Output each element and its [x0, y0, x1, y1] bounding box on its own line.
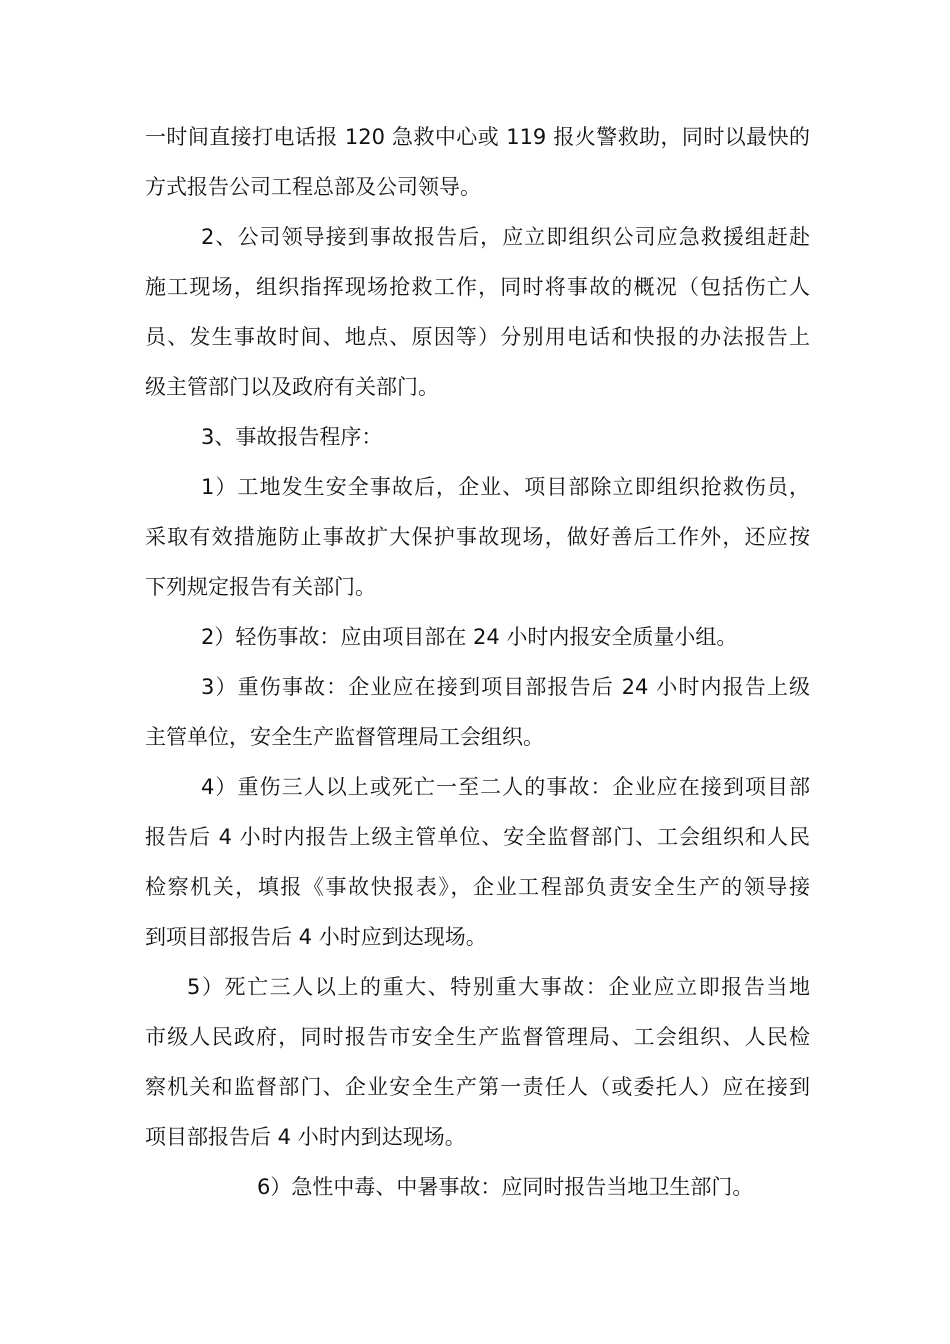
text-line: 2）轻伤事故：应由项目部在 24 小时内报安全质量小组。 [201, 625, 738, 649]
text-line: 报告后 4 小时内报告上级主管单位、安全监督部门、工会组织和人民 [145, 825, 810, 849]
text-line: 检察机关，填报《事故快报表》，企业工程部负责安全生产的领导接 [145, 875, 810, 899]
text-line: 4）重伤三人以上或死亡一至二人的事故：企业应在接到项目部 [201, 775, 810, 799]
text-line: 2、公司领导接到事故报告后，应立即组织公司应急救援组赶赴 [201, 225, 810, 249]
text-line: 一时间直接打电话报 120 急救中心或 119 报火警救助，同时以最快的 [145, 125, 810, 149]
text-line: 项目部报告后 4 小时内到达现场。 [145, 1125, 466, 1149]
text-line: 5）死亡三人以上的重大、特别重大事故：企业应立即报告当地 [187, 975, 810, 999]
text-line: 方式报告公司工程总部及公司领导。 [145, 175, 481, 199]
text-line: 察机关和监督部门、企业安全生产第一责任人（或委托人）应在接到 [145, 1075, 810, 1099]
text-line: 6）急性中毒、中暑事故：应同时报告当地卫生部门。 [257, 1175, 754, 1199]
text-line: 施工现场，组织指挥现场抢救工作，同时将事故的概况（包括伤亡人 [145, 275, 810, 299]
text-line: 级主管部门以及政府有关部门。 [145, 375, 439, 399]
text-line: 主管单位，安全生产监督管理局工会组织。 [145, 725, 544, 749]
text-line: 1）工地发生安全事故后，企业、项目部除立即组织抢救伤员， [201, 475, 810, 499]
text-line: 员、发生事故时间、地点、原因等）分别用电话和快报的办法报告上 [145, 325, 810, 349]
text-line: 采取有效措施防止事故扩大保护事故现场，做好善后工作外，还应按 [145, 525, 810, 549]
text-line: 3、事故报告程序： [201, 425, 383, 449]
text-line: 市级人民政府，同时报告市安全生产监督管理局、工会组织、人民检 [145, 1025, 810, 1049]
text-line: 到项目部报告后 4 小时应到达现场。 [145, 925, 487, 949]
text-line: 3）重伤事故：企业应在接到项目部报告后 24 小时内报告上级 [201, 675, 810, 699]
text-line: 下列规定报告有关部门。 [145, 575, 376, 599]
